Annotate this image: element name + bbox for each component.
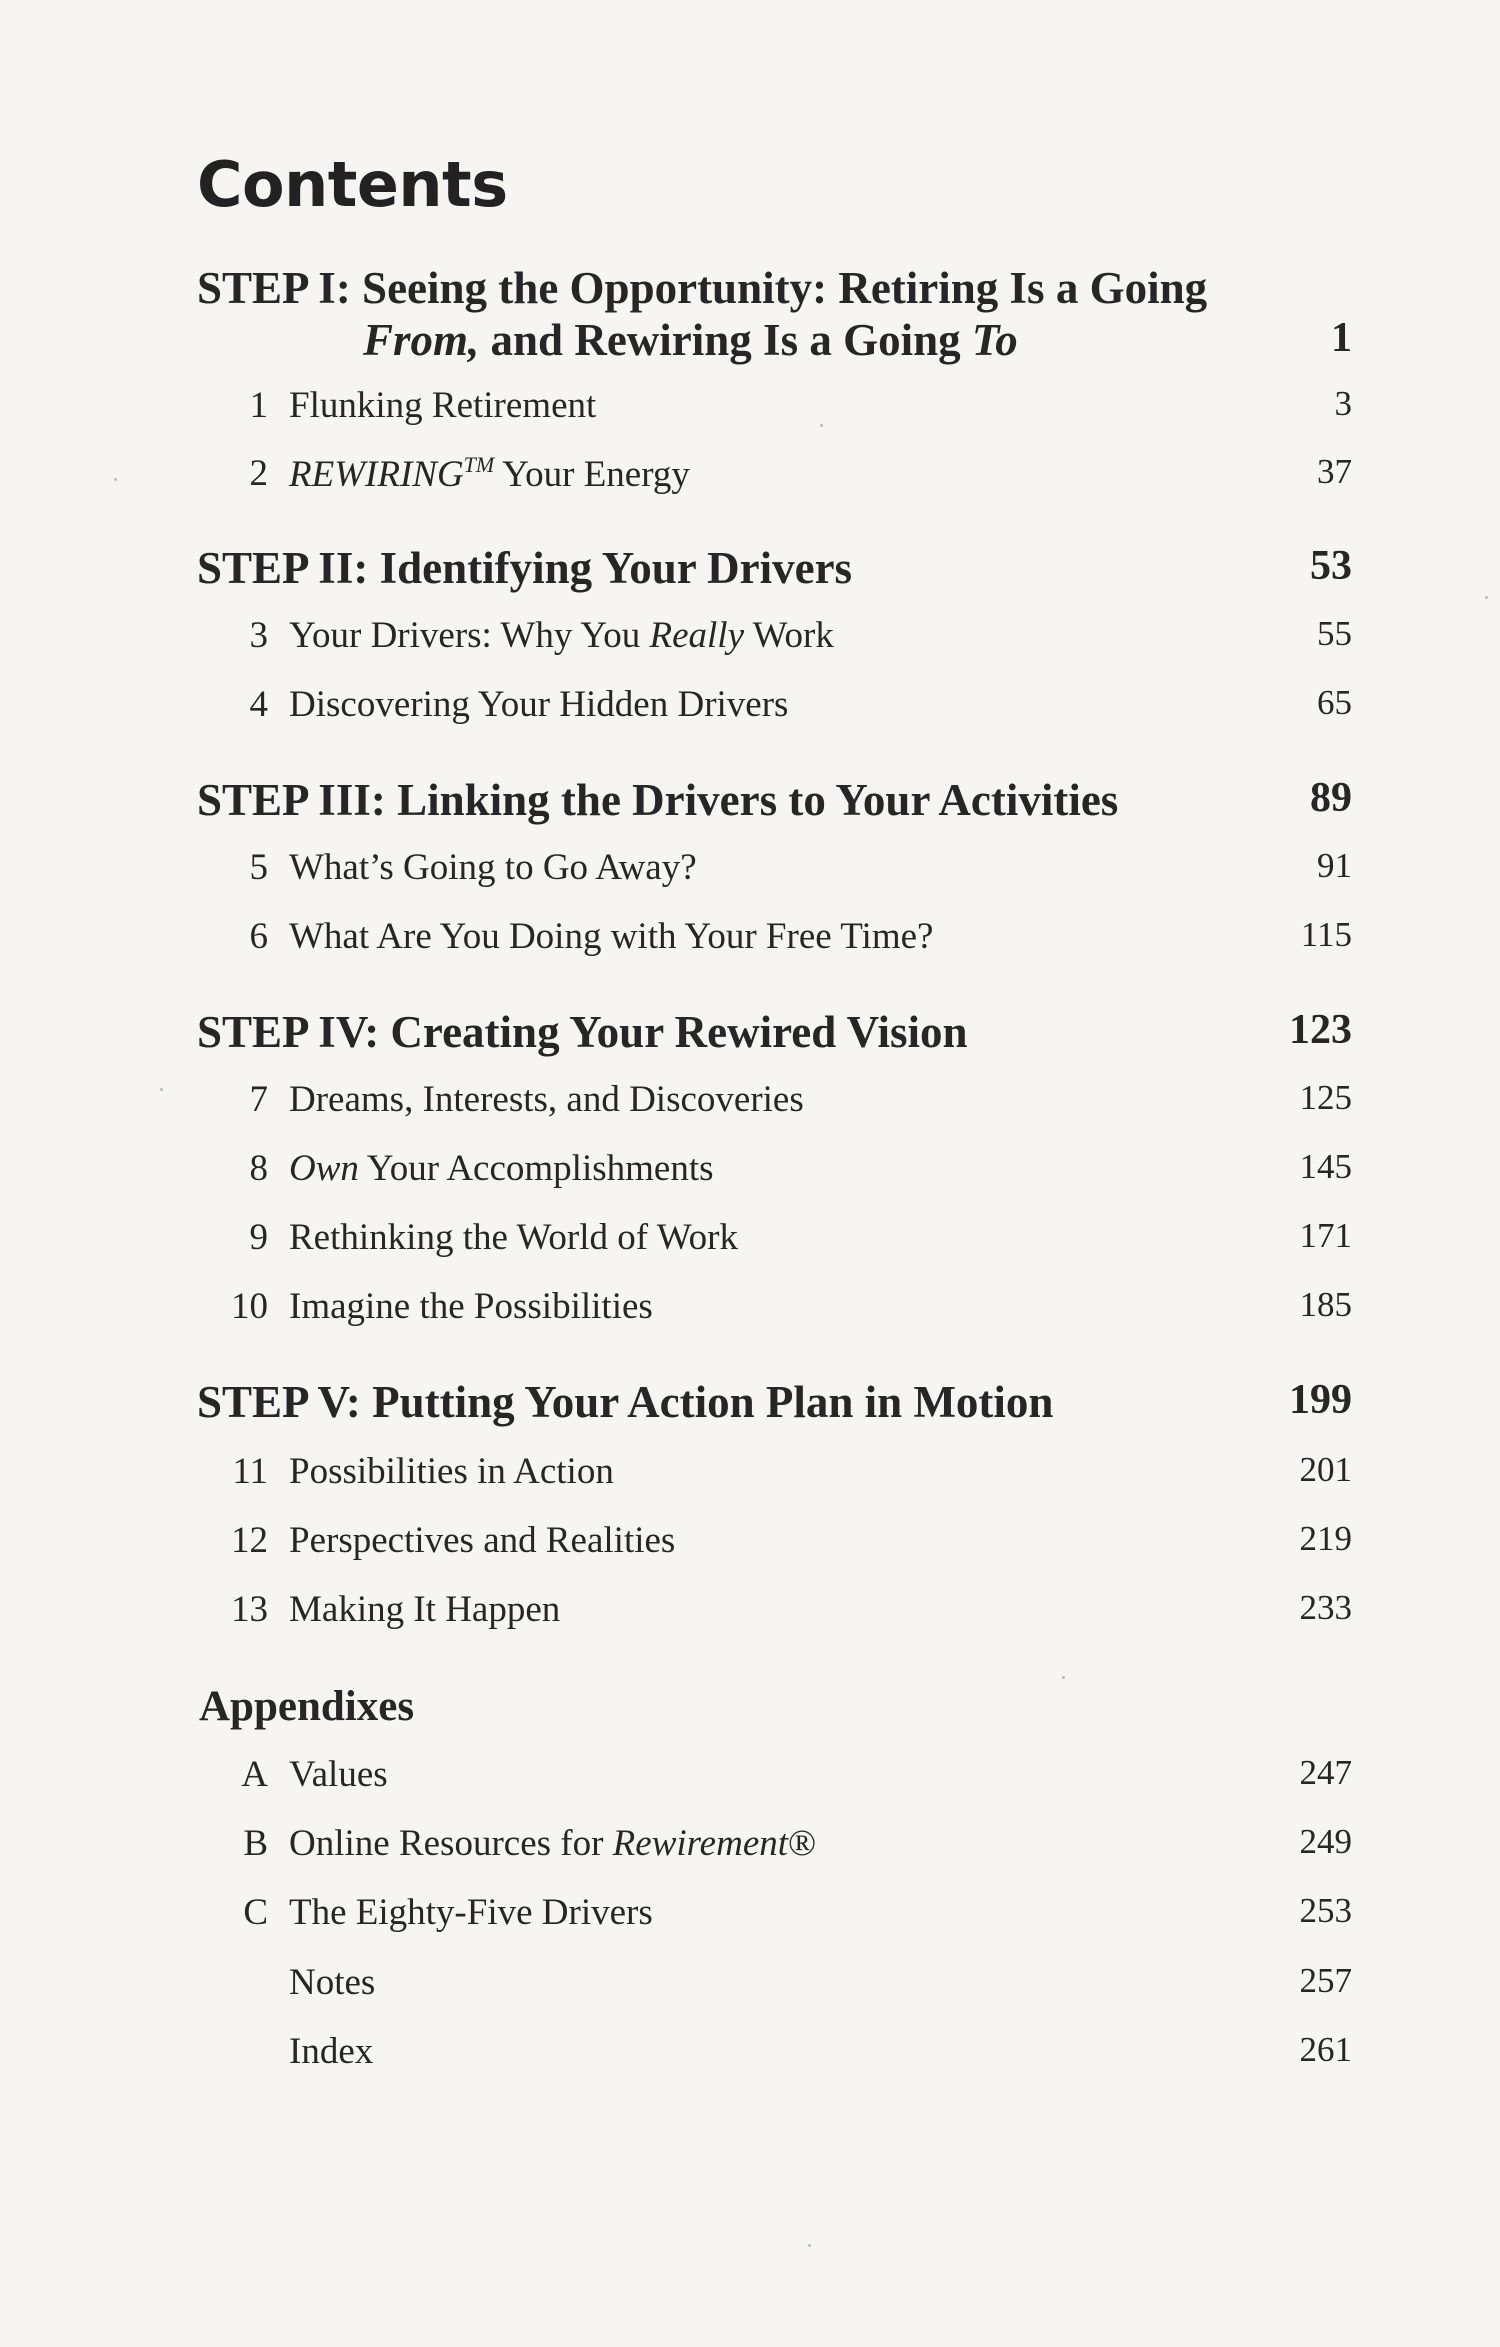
scan-speck <box>1485 596 1488 599</box>
chapter-number: 11 <box>232 1451 268 1492</box>
chapter-page: 91 <box>1317 846 1352 885</box>
step-1-title: STEP I: Seeing the Opportunity: Retiring Is a Going From, and Rewiring Is a Going To <box>197 263 1208 365</box>
step-4-page: 123 <box>1289 1007 1352 1053</box>
page-title: Contents <box>197 148 508 221</box>
chapter-page: 185 <box>1299 1285 1352 1324</box>
chapter-page: 171 <box>1299 1216 1352 1255</box>
chapter-page: 125 <box>1299 1078 1352 1117</box>
step-4-title: STEP IV: Creating Your Rewired Vision <box>197 1007 968 1057</box>
chapter-number: 13 <box>231 1589 268 1630</box>
scan-speck <box>820 424 823 427</box>
chapter-page: 65 <box>1317 683 1352 722</box>
appendixes-heading: Appendixes <box>199 1683 415 1730</box>
chapter-title: Dreams, Interests, and Discoveries <box>289 1079 804 1120</box>
chapter-number: 9 <box>249 1217 268 1258</box>
chapter-title: Flunking Retirement <box>289 385 597 426</box>
appendix-page: 249 <box>1299 1822 1352 1861</box>
chapter-number: 3 <box>249 615 268 656</box>
step-2-title: STEP II: Identifying Your Drivers <box>197 543 853 593</box>
appendix-title: The Eighty-Five Drivers <box>289 1892 653 1933</box>
appendix-letter: C <box>243 1892 268 1933</box>
chapter-title: What Are You Doing with Your Free Time? <box>289 916 934 957</box>
chapter-number: 2 <box>249 453 268 494</box>
chapter-page: 201 <box>1299 1450 1352 1489</box>
chapter-page: 145 <box>1299 1147 1352 1186</box>
chapter-number: 8 <box>249 1148 268 1189</box>
chapter-title: Own Your Accomplishments <box>289 1148 714 1189</box>
chapter-title: Your Drivers: Why You Really Work <box>289 615 834 656</box>
step-1-page: 1 <box>1331 315 1352 361</box>
chapter-title: Making It Happen <box>289 1589 561 1630</box>
chapter-title: Rethinking the World of Work <box>289 1217 738 1258</box>
chapter-number: 10 <box>231 1286 268 1327</box>
appendix-title: Values <box>289 1754 388 1795</box>
chapter-page: 233 <box>1299 1588 1352 1627</box>
step-3-page: 89 <box>1310 775 1352 821</box>
step-3-title: STEP III: Linking the Drivers to Your Activities <box>197 775 1119 825</box>
chapter-page: 115 <box>1300 915 1352 954</box>
chapter-number: 12 <box>231 1520 268 1561</box>
scan-speck <box>114 478 117 481</box>
chapter-page: 55 <box>1317 614 1352 653</box>
step-2-page: 53 <box>1310 543 1352 589</box>
appendix-title: Notes <box>289 1962 376 2003</box>
appendix-title: Index <box>289 2031 374 2072</box>
chapter-number: 4 <box>249 684 268 725</box>
appendix-page: 257 <box>1299 1961 1352 2000</box>
chapter-page: 37 <box>1317 452 1352 491</box>
chapter-title: Discovering Your Hidden Drivers <box>289 684 789 725</box>
appendix-page: 261 <box>1299 2030 1352 2069</box>
step-5-page: 199 <box>1289 1377 1352 1423</box>
appendix-page: 247 <box>1299 1753 1352 1792</box>
appendix-page: 253 <box>1299 1891 1352 1930</box>
appendix-letter: A <box>241 1754 268 1795</box>
chapter-number: 7 <box>249 1079 268 1120</box>
appendix-letter: B <box>243 1823 268 1864</box>
chapter-title: Possibilities in Action <box>289 1451 614 1492</box>
scan-speck <box>1062 1676 1065 1679</box>
chapter-title: REWIRING™ Your Energy <box>289 452 690 495</box>
chapter-number: 5 <box>249 847 268 888</box>
scan-speck <box>160 1088 163 1091</box>
chapter-page: 3 <box>1334 384 1352 423</box>
chapter-title: What’s Going to Go Away? <box>289 847 697 888</box>
step-5-title: STEP V: Putting Your Action Plan in Motion <box>197 1377 1054 1427</box>
chapter-number: 6 <box>249 916 268 957</box>
appendix-title: Online Resources for Rewirement® <box>289 1823 817 1864</box>
chapter-number: 1 <box>249 385 268 426</box>
chapter-title: Imagine the Possibilities <box>289 1286 653 1327</box>
scan-speck <box>808 2244 811 2247</box>
chapter-title: Perspectives and Realities <box>289 1520 676 1561</box>
chapter-page: 219 <box>1299 1519 1352 1558</box>
